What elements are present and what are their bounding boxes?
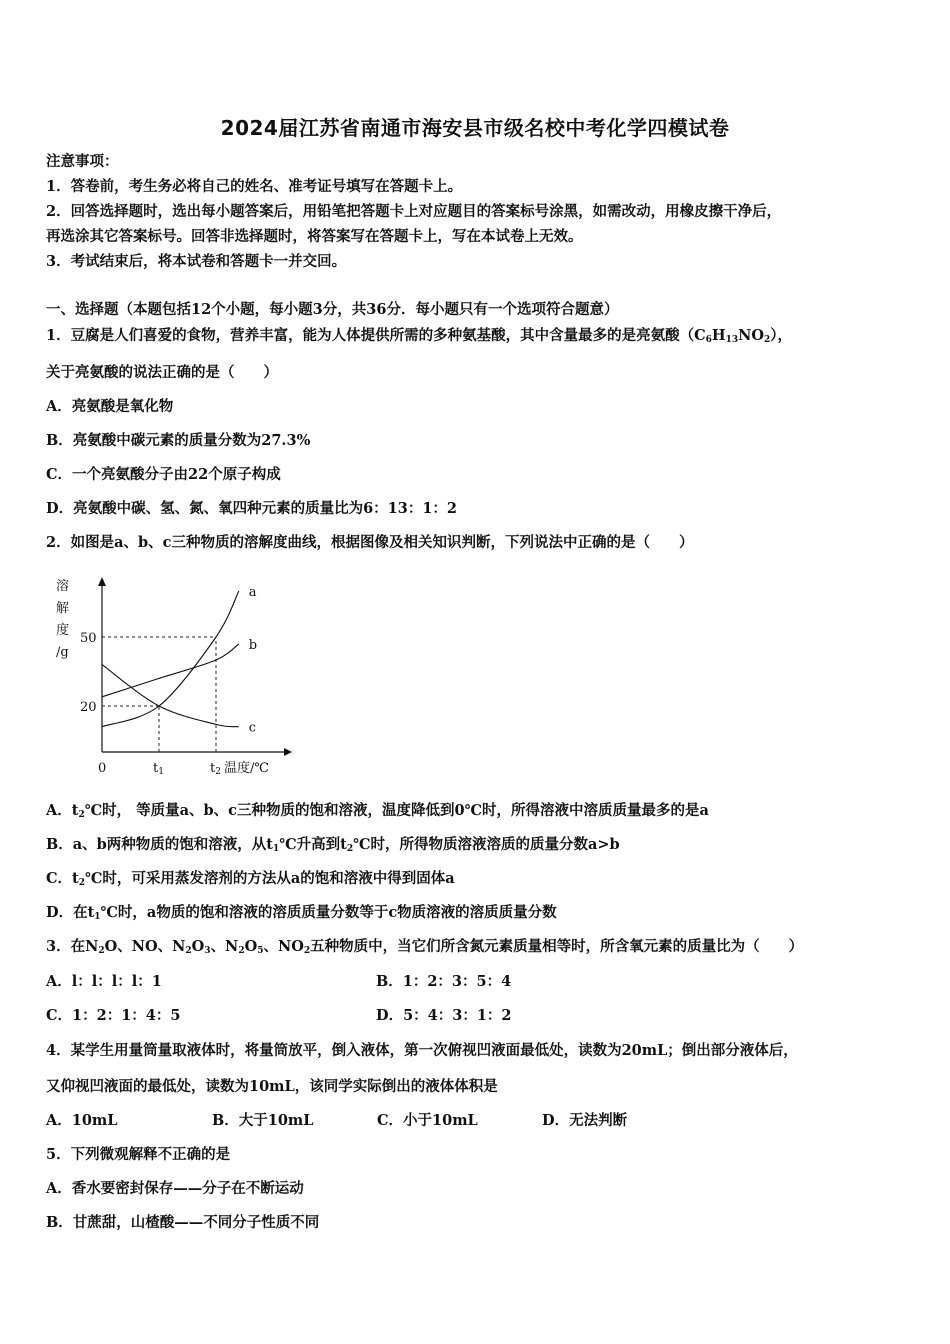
ylabel-char-2: 解 (56, 601, 70, 616)
x-axis-arrow (284, 748, 292, 756)
q1-option-b: B．亮氨酸中碳元素的质量分数为27.3% (46, 432, 311, 449)
q2-option-c: C．$t_2℃$时，可采用蒸发溶剂的方法从a的饱和溶液中得到固体a (46, 870, 455, 888)
series-label-a: a (248, 585, 257, 600)
ylabel-char-4: /g (56, 645, 69, 660)
y-axis-arrow (98, 577, 106, 586)
q2-option-b: B．a、b两种物质的饱和溶液，从$t_1℃$升高到$t_2℃$时，所得物质溶液溶质的质量分数a>b (46, 836, 620, 854)
q1-stem-cont: 关于亮氨酸的说法正确的是（ ） (46, 364, 278, 381)
series-label-b: b (248, 637, 258, 653)
page-title: 2024届江苏省南通市海安县市级名校中考化学四模试卷 (220, 116, 730, 140)
q1-option-d: D．亮氨酸中碳、氢、氮、氧四种元素的质量比为6：13：1：2 (46, 500, 458, 517)
section-heading: 一、选择题（本题包括12个小题，每小题3分，共36分．每小题只有一个选项符合题意） (46, 301, 619, 318)
q4-option-c: C．小于10mL (377, 1112, 478, 1129)
notice-item-3: 3．考试结束后，将本试卷和答题卡一并交回。 (46, 253, 347, 270)
notice-heading: 注意事项： (46, 153, 119, 170)
q3-option-c: C．1：2：1：4：5 (46, 1007, 181, 1024)
notice-item-2-cont: 再选涂其它答案标号。回答非选择题时，将答案写在答题卡上，写在本试卷上无效。 (46, 228, 583, 245)
q4-option-a: A．10mL (46, 1112, 118, 1129)
ylabel-char-3: 度 (56, 623, 70, 638)
notice-item-1: 1．答卷前，考生务必将自己的姓名、准考证号填写在答题卡上。 (46, 178, 463, 195)
q4-stem-cont: 又仰视凹液面的最低处，读数为10mL，该同学实际倒出的液体体积是 (46, 1078, 498, 1095)
chart-guides (102, 637, 216, 752)
q5-option-b: B．甘蔗甜，山楂酸——不同分子性质不同 (46, 1214, 320, 1231)
chart-series (102, 585, 257, 736)
q3-stem: 3．在$N_2O$、NO、$N_2O_3$、$N_2O_5$、$NO_2$五种物质中，当它们所含氮元素质量相等时，所含氧元素的质量比为（ ） (46, 938, 804, 956)
series-line-b (102, 644, 239, 697)
notice-item-2: 2．回答选择题时，选出每小题答案后，用铅笔把答题卡上对应题目的答案标号涂黑，如需改动，用橡皮擦干净后， (46, 203, 782, 220)
x-tick-label-1: 0 (98, 761, 107, 776)
q3-option-d: D．5：4：3：1：2 (376, 1007, 512, 1024)
q4-stem: 4．某学生用量筒量取液体时，将量筒放平，倒入液体，第一次俯视凹液面最低处，读数为20mL；倒出部分液体后， (46, 1042, 798, 1059)
q3-option-b: B．1：2：3：5：4 (376, 973, 512, 990)
q2-stem: 2．如图是a、b、c三种物质的溶解度曲线，根据图像及相关知识判断，下列说法中正确的是（ ） (46, 534, 694, 551)
q2-option-a: A．$t_2℃$时， 等质量a、b、c三种物质的饱和溶液，温度降低到0℃时，所得溶液中溶质质量最多的是a (46, 802, 709, 820)
chart-ticks (80, 631, 221, 777)
solubility-chart (54, 572, 294, 782)
q5-option-a: A．香水要密封保存——分子在不断运动 (46, 1180, 304, 1197)
x-tick-label-3: t2 (210, 761, 221, 777)
q2-option-d: D．在$t_1℃$时，a物质的饱和溶液的溶质质量分数等于c物质溶液的溶质质量分数 (46, 904, 557, 922)
x-axis-label: 温度/℃ (224, 761, 269, 776)
ylabel-char-1: 溶 (56, 579, 70, 594)
series-label-c: c (248, 720, 257, 736)
q1-stem: 1．豆腐是人们喜爱的食物，营养丰富，能为人体提供所需的多种氨基酸，其中含量最多的是亮氨酸$(C_6H_{13}NO_2)$， (46, 327, 793, 345)
q1-option-c: C．一个亮氨酸分子由22个原子构成 (46, 466, 281, 483)
q4-option-b: B．大于10mL (212, 1112, 314, 1129)
q5-stem: 5．下列微观解释不正确的是 (46, 1146, 231, 1163)
x-tick-label-2: t1 (153, 761, 164, 777)
q3-option-a: A．l：l：l：l：1 (46, 973, 162, 990)
y-tick-label-2: 20 (80, 700, 97, 715)
q1-option-a: A．亮氨酸是氧化物 (46, 398, 174, 415)
q4-option-d: D．无法判断 (542, 1112, 628, 1129)
y-tick-label-1: 50 (80, 631, 97, 646)
